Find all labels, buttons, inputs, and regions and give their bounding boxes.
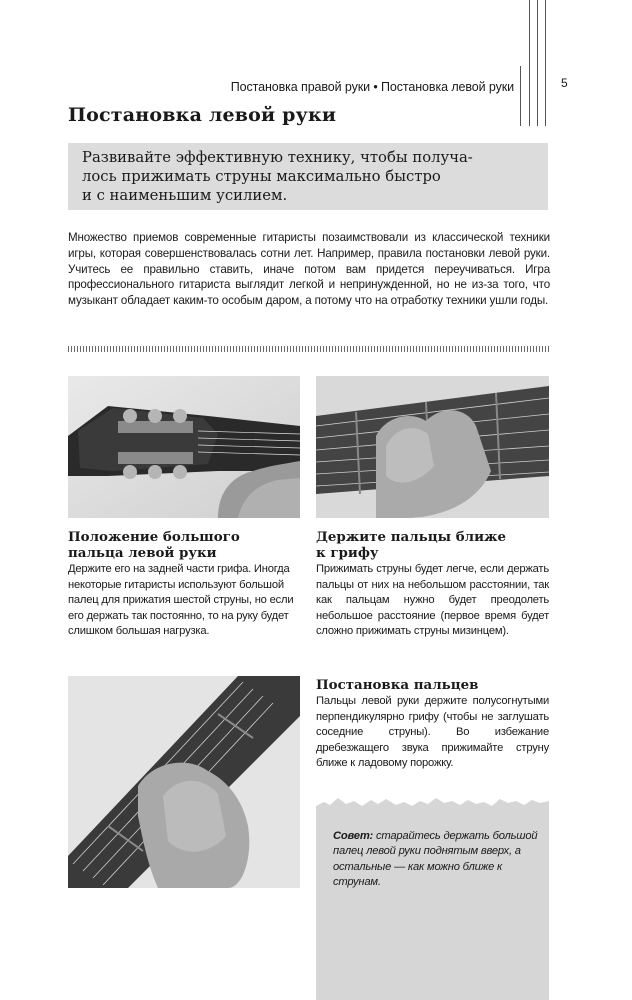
margin-rule-2 — [529, 0, 530, 126]
section-title: Постановка левой руки — [68, 104, 337, 126]
callout-text: Развивайте эффективную технику, чтобы получа- лось прижимать струны максимально быстро и с наименьшим усилием. — [82, 149, 473, 204]
dotted-divider — [68, 346, 550, 352]
running-header: Постановка правой руки • Постановка левой руки — [230, 80, 514, 94]
page-number: 5 — [561, 76, 568, 90]
text-finger-placement: Пальцы левой руки держите полусогнутыми перпендикулярно грифу (чтобы не заглушать соседние струны). Во избежание дребезжащего звука прижимайте струну ближе к ладовому порожку. — [316, 695, 549, 770]
tip-text — [333, 829, 543, 891]
text-thumb-position: Держите его на задней части грифа. Иногда некоторые гитаристы используют большой палец для прижатия шестой струны, но если его держать так постоянно, то на руку будет слишком большая нагрузка. — [68, 563, 294, 638]
tip-body: старайтесь держать большой палец левой руки поднятым вверх, а остальные — как можно ближе к струнам. — [333, 830, 538, 889]
intro-paragraph: Множество приемов современные гитаристы позаимствовали из классической техники игры, которая совершенствовалась сотни лет. Например, правила постановки левой руки. Учитесь ее правильно ставить, иначе потом вам придется переучиваться. Игра профессионального гитариста выглядит легкой и непринужденной, но не из-за того, что музыкант обладает каким-то особым даром, а потому что на отработку техники ушли годы. — [68, 231, 550, 308]
heading-finger-placement: Постановка пальцев — [316, 677, 479, 693]
heading-thumb-position: Положение большого пальца левой руки — [68, 529, 240, 561]
margin-rule-1 — [520, 66, 521, 126]
margin-rule-3 — [537, 0, 538, 126]
photo-fingers-close — [316, 376, 549, 518]
text-fingers-close: Прижимать струны будет легче, если держать пальцы от них на небольшом расстоянии, так как пальцам нужно будет преодолеть небольшое расстояние (первое время будет сложно прижимать струны мизинцем). — [316, 563, 549, 638]
heading-fingers-close: Держите пальцы ближе к грифу — [316, 529, 507, 561]
margin-rule-4 — [545, 0, 546, 126]
photo-thumb-position — [68, 376, 300, 518]
photo-finger-placement — [68, 676, 300, 888]
tip-label: Совет: — [333, 830, 374, 842]
